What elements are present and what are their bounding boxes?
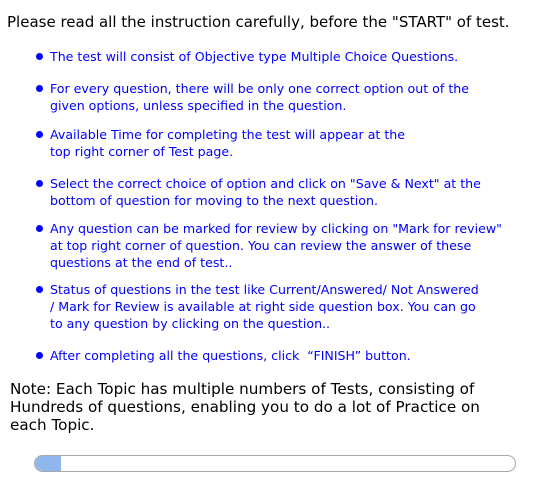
instruction-text: Available Time for completing the test will appear at the (50, 127, 406, 142)
instructions-heading: Please read all the instruction carefully, before the "START" of test. (7, 13, 510, 31)
instruction-item (50, 281, 530, 332)
note-text (10, 380, 540, 434)
instruction-text: given options, unless specified in the question. (50, 98, 347, 113)
instruction-item (50, 175, 530, 209)
note-line: Hundreds of questions, enabling you to do a lot of Practice on (10, 398, 480, 416)
bullet-icon (36, 286, 43, 293)
bullet-icon (36, 85, 43, 92)
instruction-text: Select the correct choice of option and click on "Save & Next" at the (50, 176, 481, 191)
instruction-text: to any question by clicking on the question.. (50, 316, 331, 331)
bullet-icon (36, 131, 43, 138)
note-line: each Topic. (10, 416, 95, 434)
instruction-text: bottom of question for moving to the next question. (50, 193, 378, 208)
instruction-text: top right corner of Test page. (50, 144, 234, 159)
bullet-icon (36, 225, 43, 232)
instruction-text: The test will consist of Objective type Multiple Choice Questions. (50, 49, 459, 64)
bullet-icon (36, 180, 43, 187)
instruction-item (50, 347, 530, 364)
instruction-text: / Mark for Review is available at right side question box. You can go (50, 299, 476, 314)
instruction-text: at top right corner of question. You can review the answer of these (50, 238, 472, 253)
progress-bar (34, 455, 516, 472)
instruction-text: After completing all the questions, click “FINISH” button. (50, 348, 411, 363)
instruction-item (50, 220, 530, 271)
instruction-text: Status of questions in the test like Current/Answered/ Not Answered (50, 282, 479, 297)
progress-fill (35, 456, 61, 471)
bullet-icon (36, 53, 43, 60)
instruction-text: Any question can be marked for review by clicking on "Mark for review" (50, 221, 502, 236)
instruction-item (50, 48, 530, 65)
instruction-text: For every question, there will be only one correct option out of the (50, 81, 469, 96)
instruction-text: questions at the end of test.. (50, 255, 233, 270)
instruction-item (50, 80, 530, 114)
bullet-icon (36, 352, 43, 359)
instruction-item (50, 126, 530, 160)
note-line: Note: Each Topic has multiple numbers of Tests, consisting of (10, 380, 475, 398)
